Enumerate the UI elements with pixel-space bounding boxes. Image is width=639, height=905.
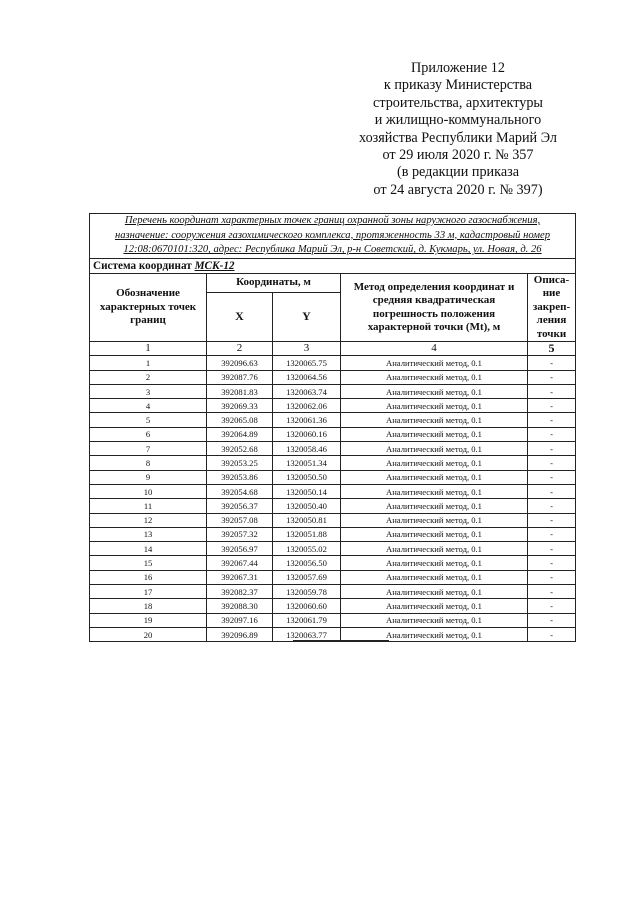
description-value: - <box>528 399 576 413</box>
point-number: 20 <box>90 627 207 641</box>
table-row <box>90 427 576 441</box>
x-value: 392082.37 <box>207 585 273 599</box>
x-value: 392087.76 <box>207 370 273 384</box>
table-row <box>90 599 576 613</box>
table-row <box>90 556 576 570</box>
caption-line: Перечень координат характерных точек границ охранной зоны наружного газоснабжения, <box>124 215 541 226</box>
y-value: 1320059.78 <box>273 585 341 599</box>
method-value: Аналитический метод, 0.1 <box>341 556 528 570</box>
point-number: 19 <box>90 613 207 627</box>
appendix-line: от 29 июля 2020 г. № 357 <box>382 147 534 164</box>
description-value: - <box>528 384 576 398</box>
point-number: 10 <box>90 484 207 498</box>
table-row <box>90 484 576 498</box>
system-label: Система координат <box>93 259 192 272</box>
method-value: Аналитический метод, 0.1 <box>341 427 528 441</box>
point-number: 8 <box>90 456 207 470</box>
method-value: Аналитический метод, 0.1 <box>341 399 528 413</box>
description-value: - <box>528 456 576 470</box>
y-value: 1320051.34 <box>273 456 341 470</box>
table-row <box>90 527 576 541</box>
appendix-line: строительства, архитектуры <box>373 94 543 111</box>
method-value: Аналитический метод, 0.1 <box>341 613 528 627</box>
x-value: 392088.30 <box>207 599 273 613</box>
y-value: 1320064.56 <box>273 370 341 384</box>
description-value: - <box>528 599 576 613</box>
header-x: X <box>207 292 273 342</box>
method-value: Аналитический метод, 0.1 <box>341 456 528 470</box>
y-value: 1320063.74 <box>273 384 341 398</box>
method-value: Аналитический метод, 0.1 <box>341 542 528 556</box>
x-value: 392064.89 <box>207 427 273 441</box>
x-value: 392065.08 <box>207 413 273 427</box>
method-value: Аналитический метод, 0.1 <box>341 513 528 527</box>
description-value: - <box>528 370 576 384</box>
appendix-line: (в редакции приказа <box>396 164 520 181</box>
method-value: Аналитический метод, 0.1 <box>341 356 528 370</box>
description-value: - <box>528 542 576 556</box>
method-value: Аналитический метод, 0.1 <box>341 527 528 541</box>
appendix-line: к приказу Министерства <box>383 77 533 94</box>
method-value: Аналитический метод, 0.1 <box>341 585 528 599</box>
description-value: - <box>528 613 576 627</box>
y-value: 1320050.50 <box>273 470 341 484</box>
description-value: - <box>528 513 576 527</box>
point-number: 11 <box>90 499 207 513</box>
header-y: Y <box>273 292 341 342</box>
table-row <box>90 384 576 398</box>
point-number: 4 <box>90 399 207 413</box>
y-value: 1320051.88 <box>273 527 341 541</box>
method-value: Аналитический метод, 0.1 <box>341 442 528 456</box>
header-coords: Координаты, м <box>207 273 341 292</box>
x-value: 392067.44 <box>207 556 273 570</box>
point-number: 14 <box>90 542 207 556</box>
method-value: Аналитический метод, 0.1 <box>341 499 528 513</box>
point-number: 15 <box>90 556 207 570</box>
appendix-header <box>333 60 583 199</box>
table-row <box>90 499 576 513</box>
column-number: 5 <box>528 342 576 356</box>
table-row <box>90 413 576 427</box>
header-method: Метод определения координат и средняя квадратическая погрешность положения характерной точки (Mt), м <box>341 273 528 342</box>
header-row <box>90 273 576 292</box>
table-row <box>90 542 576 556</box>
column-number: 1 <box>90 342 207 356</box>
y-value: 1320060.60 <box>273 599 341 613</box>
appendix-line: и жилищно-коммунального <box>374 112 542 129</box>
table-row <box>90 442 576 456</box>
y-value: 1320050.40 <box>273 499 341 513</box>
description-value: - <box>528 627 576 641</box>
method-value: Аналитический метод, 0.1 <box>341 627 528 641</box>
table-row <box>90 399 576 413</box>
x-value: 392053.86 <box>207 470 273 484</box>
column-number: 4 <box>341 342 528 356</box>
x-value: 392097.16 <box>207 613 273 627</box>
description-value: - <box>528 356 576 370</box>
y-value: 1320065.75 <box>273 356 341 370</box>
table-row <box>90 470 576 484</box>
description-value: - <box>528 470 576 484</box>
method-value: Аналитический метод, 0.1 <box>341 570 528 584</box>
y-value: 1320063.77 <box>273 627 341 641</box>
y-value: 1320061.36 <box>273 413 341 427</box>
point-number: 6 <box>90 427 207 441</box>
system-row <box>90 258 576 273</box>
table-row <box>90 570 576 584</box>
x-value: 392052.68 <box>207 442 273 456</box>
description-value: - <box>528 556 576 570</box>
point-number: 9 <box>90 470 207 484</box>
y-value: 1320062.06 <box>273 399 341 413</box>
table-row <box>90 356 576 370</box>
x-value: 392056.37 <box>207 499 273 513</box>
appendix-line: Приложение 12 <box>411 60 505 76</box>
method-value: Аналитический метод, 0.1 <box>341 599 528 613</box>
header-description: Описа-ние закреп-ления точки <box>528 273 576 342</box>
description-value: - <box>528 484 576 498</box>
point-number: 16 <box>90 570 207 584</box>
point-number: 18 <box>90 599 207 613</box>
y-value: 1320061.79 <box>273 613 341 627</box>
y-value: 1320050.14 <box>273 484 341 498</box>
column-number: 3 <box>273 342 341 356</box>
x-value: 392057.08 <box>207 513 273 527</box>
table-caption <box>90 214 576 259</box>
x-value: 392096.89 <box>207 627 273 641</box>
x-value: 392057.32 <box>207 527 273 541</box>
x-value: 392054.68 <box>207 484 273 498</box>
x-value: 392056.97 <box>207 542 273 556</box>
appendix-line: хозяйства Республики Марий Эл <box>359 129 557 146</box>
coordinates-table <box>89 213 576 642</box>
table-row <box>90 585 576 599</box>
description-value: - <box>528 427 576 441</box>
column-number: 2 <box>207 342 273 356</box>
caption-row <box>90 214 576 259</box>
x-value: 392096.63 <box>207 356 273 370</box>
table-row <box>90 613 576 627</box>
description-value: - <box>528 413 576 427</box>
coordinate-system <box>90 258 576 273</box>
method-value: Аналитический метод, 0.1 <box>341 384 528 398</box>
y-value: 1320050.81 <box>273 513 341 527</box>
caption-line: назначение: сооружения газохимического комплекса, протяженность 33 м, кадастровый номер <box>114 229 551 241</box>
system-name: МСК-12 <box>194 259 235 272</box>
y-value: 1320055.02 <box>273 542 341 556</box>
description-value: - <box>528 442 576 456</box>
footer-rule <box>293 640 389 641</box>
description-value: - <box>528 527 576 541</box>
point-number: 17 <box>90 585 207 599</box>
header-point: Обозначение характерных точек границ <box>90 273 207 342</box>
method-value: Аналитический метод, 0.1 <box>341 413 528 427</box>
description-value: - <box>528 499 576 513</box>
x-value: 392067.31 <box>207 570 273 584</box>
method-value: Аналитический метод, 0.1 <box>341 484 528 498</box>
y-value: 1320056.50 <box>273 556 341 570</box>
point-number: 13 <box>90 527 207 541</box>
y-value: 1320058.46 <box>273 442 341 456</box>
table-row <box>90 456 576 470</box>
x-value: 392053.25 <box>207 456 273 470</box>
y-value: 1320060.16 <box>273 427 341 441</box>
table-row <box>90 513 576 527</box>
description-value: - <box>528 570 576 584</box>
x-value: 392081.83 <box>207 384 273 398</box>
point-number: 2 <box>90 370 207 384</box>
point-number: 7 <box>90 442 207 456</box>
y-value: 1320057.69 <box>273 570 341 584</box>
point-number: 1 <box>90 356 207 370</box>
appendix-line: от 24 августа 2020 г. № 397) <box>373 181 543 198</box>
column-number-row <box>90 342 576 356</box>
table-row <box>90 370 576 384</box>
x-value: 392069.33 <box>207 399 273 413</box>
point-number: 12 <box>90 513 207 527</box>
description-value: - <box>528 585 576 599</box>
method-value: Аналитический метод, 0.1 <box>341 370 528 384</box>
method-value: Аналитический метод, 0.1 <box>341 470 528 484</box>
point-number: 3 <box>90 384 207 398</box>
caption-line: 12:08:0670101:320, адрес: Республика Марий Эл, р-н Советский, д. Кукмарь, ул. Новая, д. 26 <box>123 244 542 256</box>
point-number: 5 <box>90 413 207 427</box>
